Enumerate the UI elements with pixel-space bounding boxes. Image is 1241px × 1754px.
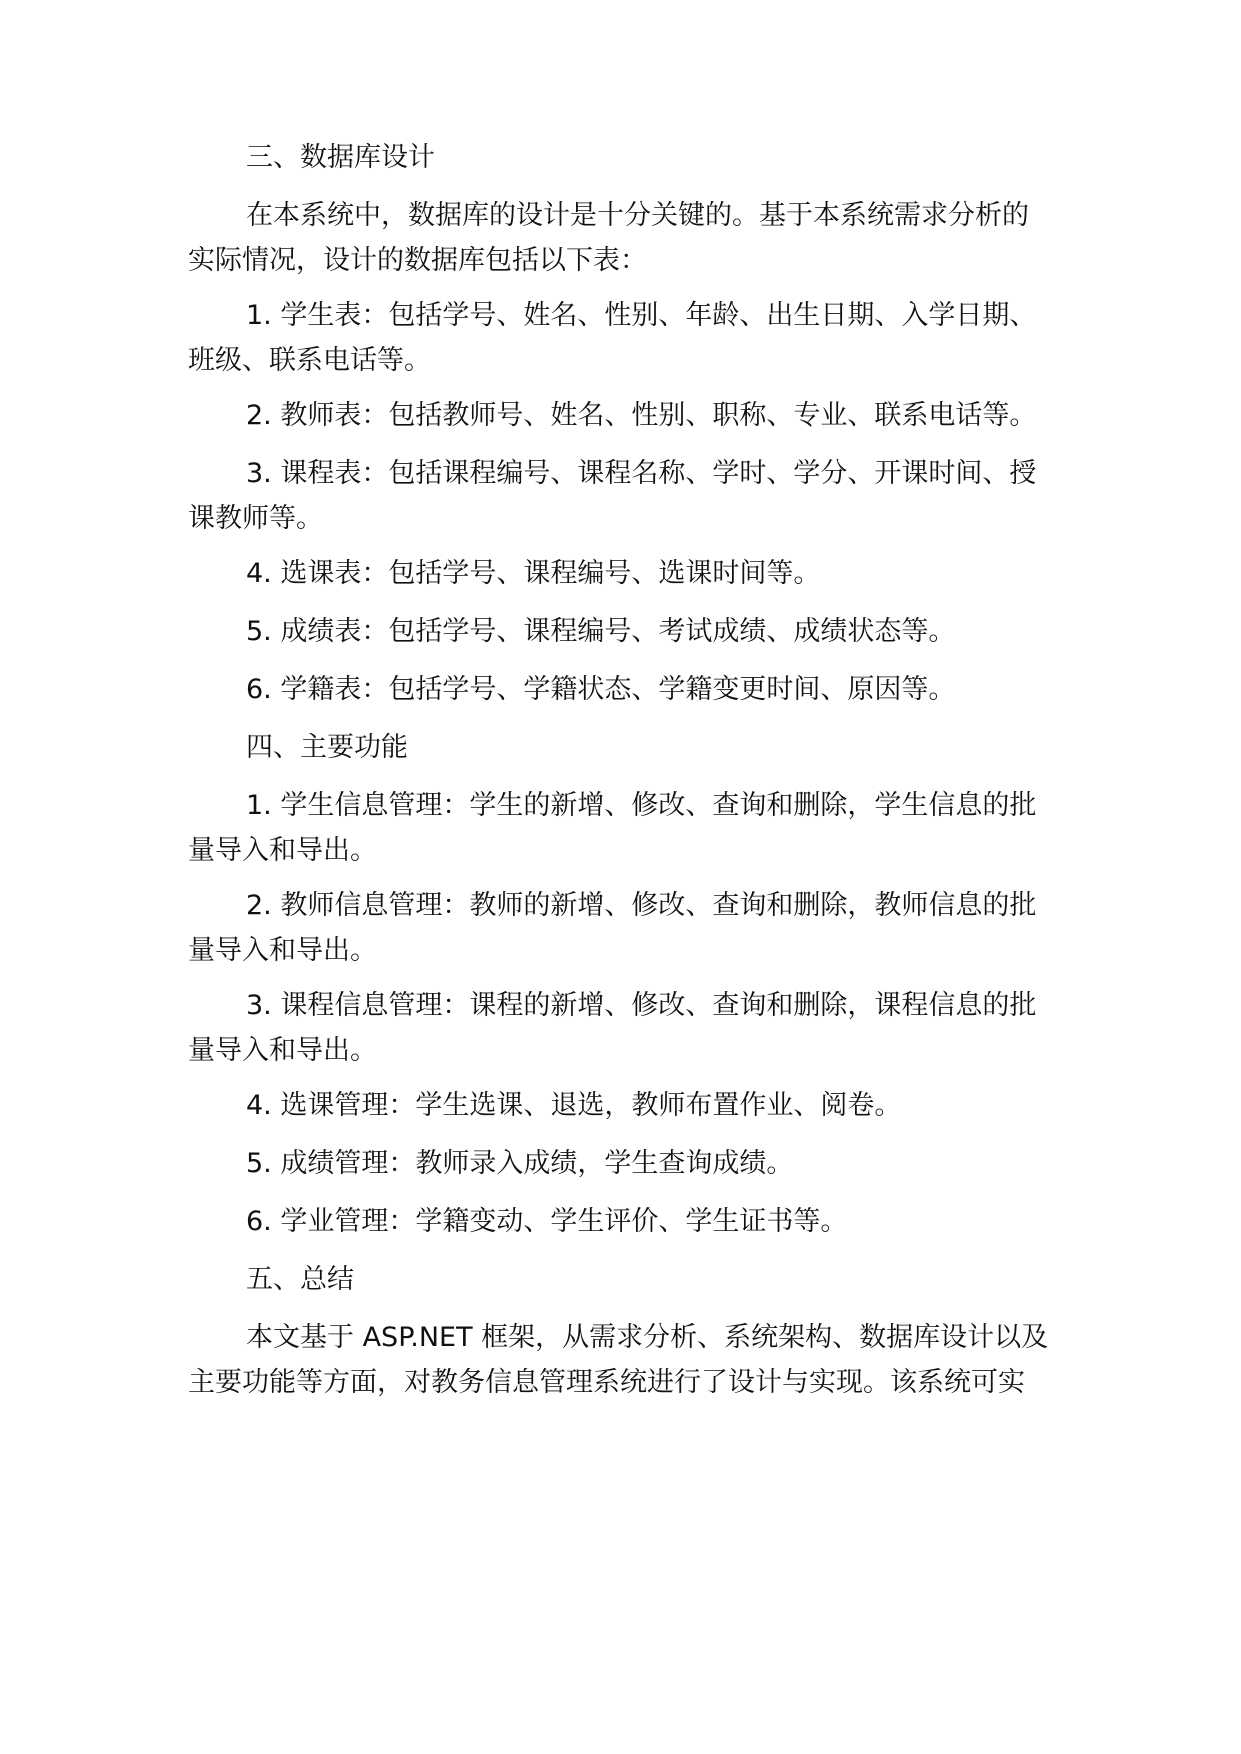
section-heading-main-functions: 四、主要功能 xyxy=(246,732,408,763)
list-item-teacher-table: 2. 教师表：包括教师号、姓名、性别、职称、专业、联系电话等。 xyxy=(246,400,1037,431)
list-item-grade-table: 5. 成绩表：包括学号、课程编号、考试成绩、成绩状态等。 xyxy=(246,616,956,647)
list-item-enrollment-management: 4. 选课管理：学生选课、退选，教师布置作业、阅卷。 xyxy=(246,1090,902,1121)
list-item-student-info-management: 1. 学生信息管理：学生的新增、修改、查询和删除，学生信息的批量导入和导出。 xyxy=(188,790,1037,866)
list-item-academic-management: 6. 学业管理：学籍变动、学生评价、学生证书等。 xyxy=(246,1206,848,1237)
document-page xyxy=(188,0,1050,1754)
list-item-course-info-management: 3. 课程信息管理：课程的新增、修改、查询和删除，课程信息的批量导入和导出。 xyxy=(188,990,1037,1066)
list-item-grade-management: 5. 成绩管理：教师录入成绩，学生查询成绩。 xyxy=(246,1148,794,1179)
section-heading-database-design: 三、数据库设计 xyxy=(246,142,435,173)
list-item-teacher-info-management: 2. 教师信息管理：教师的新增、修改、查询和删除，教师信息的批量导入和导出。 xyxy=(188,890,1037,966)
list-item-student-table: 1. 学生表：包括学号、姓名、性别、年龄、出生日期、入学日期、班级、联系电话等。 xyxy=(188,300,1037,376)
list-item-status-table: 6. 学籍表：包括学号、学籍状态、学籍变更时间、原因等。 xyxy=(246,674,956,705)
list-item-course-table: 3. 课程表：包括课程编号、课程名称、学时、学分、开课时间、授课教师等。 xyxy=(188,458,1037,534)
paragraph-database-intro: 在本系统中，数据库的设计是十分关键的。基于本系统需求分析的实际情况，设计的数据库包括以下表： xyxy=(188,200,1029,276)
paragraph-summary: 本文基于 ASP.NET 框架，从需求分析、系统架构、数据库设计以及主要功能等方面，对教务信息管理系统进行了设计与实现。该系统可实 xyxy=(188,1322,1049,1398)
list-item-enrollment-table: 4. 选课表：包括学号、课程编号、选课时间等。 xyxy=(246,558,821,589)
section-heading-summary: 五、总结 xyxy=(246,1264,354,1295)
